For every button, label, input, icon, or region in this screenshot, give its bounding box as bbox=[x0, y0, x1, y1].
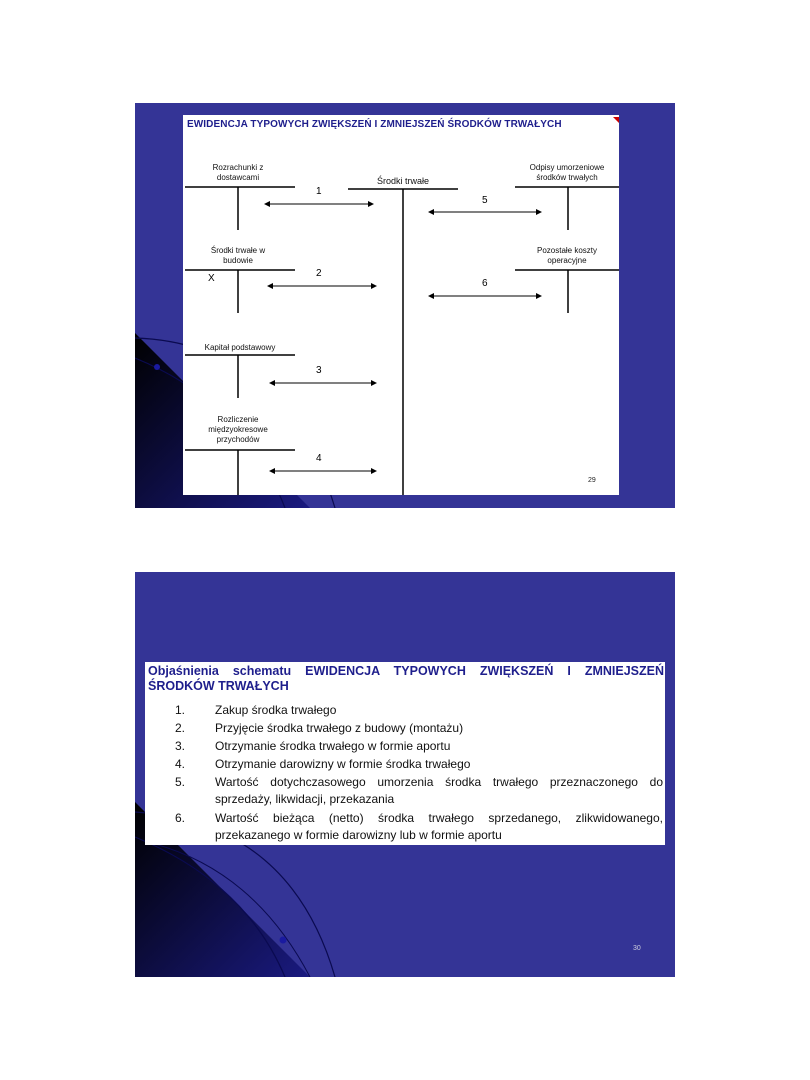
account-label: Rozrachunki z bbox=[212, 163, 264, 172]
slide-30 bbox=[135, 572, 675, 977]
account-label: Środki trwałe bbox=[376, 176, 430, 186]
account-kapital-podstawowy bbox=[185, 343, 295, 353]
arrow-number-3: 3 bbox=[316, 365, 322, 376]
account-label: dostawcami bbox=[216, 173, 260, 182]
arrow-number-4: 4 bbox=[316, 453, 322, 464]
item-number: 6. bbox=[175, 811, 186, 825]
page-number: 29 bbox=[588, 477, 596, 484]
account-label: Rozliczenie bbox=[217, 415, 259, 424]
account-label: budowie bbox=[223, 256, 253, 265]
account-odpisy-umorzeniowe bbox=[515, 163, 619, 183]
arrow-number-1: 1 bbox=[316, 186, 322, 197]
diagram-panel bbox=[183, 115, 619, 495]
account-rozliczenie-miedzyokresowe bbox=[188, 415, 288, 445]
item-text: Wartość bieżąca (netto) środka trwałego sprzedanego, zlikwidowanego, przekazanego w formie darowizny lub w formie aportu bbox=[215, 811, 663, 842]
account-label: przychodów bbox=[216, 435, 260, 444]
item-text: Wartość dotychczasowego umorzenia środka trwałego przeznaczonego do sprzedaży, likwidacji, przekazania bbox=[215, 775, 663, 806]
explanation-title bbox=[148, 664, 664, 694]
title-line: Objaśnienia schematu EWIDENCJA TYPOWYCH ZWIĘKSZEŃ I ZMNIEJSZEŃ bbox=[148, 664, 664, 678]
x-mark: X bbox=[208, 273, 215, 284]
account-label: Środki trwałe w bbox=[210, 246, 266, 255]
account-label: operacyjne bbox=[547, 256, 587, 265]
item-number: 1. bbox=[175, 703, 186, 717]
item-text: Otrzymanie środka trwałego w formie aportu bbox=[215, 739, 451, 753]
account-label: Odpisy umorzeniowe bbox=[529, 163, 605, 172]
account-label: Pozostałe koszty bbox=[536, 246, 598, 255]
title-line: ŚRODKÓW TRWAŁYCH bbox=[148, 679, 289, 693]
item-text: Zakup środka trwałego bbox=[215, 703, 337, 717]
account-label: Kapitał podstawowy bbox=[204, 343, 276, 352]
explanation-panel bbox=[145, 662, 665, 845]
account-label: środków trwałych bbox=[536, 173, 598, 182]
item-text: Przyjęcie środka trwałego z budowy (montażu) bbox=[215, 721, 464, 735]
slide-title: EWIDENCJA TYPOWYCH ZWIĘKSZEŃ I ZMNIEJSZEŃ ŚRODKÓW TRWAŁYCH bbox=[187, 119, 562, 130]
item-number: 5. bbox=[175, 775, 186, 789]
item-text: Otrzymanie darowizny w formie środka trwałego bbox=[215, 757, 471, 771]
item-number: 2. bbox=[175, 721, 186, 735]
account-srodki-trwale bbox=[351, 176, 455, 186]
account-rozrachunki-z-dostawcami bbox=[188, 163, 288, 183]
arrow-number-2: 2 bbox=[316, 268, 322, 279]
arrow-number-5: 5 bbox=[482, 195, 488, 206]
item-number: 3. bbox=[175, 739, 186, 753]
slide-29 bbox=[135, 103, 675, 508]
page-number: 30 bbox=[633, 945, 641, 952]
account-srodki-trwale-w-budowie bbox=[188, 246, 288, 266]
item-number: 4. bbox=[175, 757, 186, 771]
account-label: międzyokresowe bbox=[208, 425, 268, 434]
account-pozostale-koszty-operacyjne bbox=[515, 246, 619, 266]
arrow-number-6: 6 bbox=[482, 278, 488, 289]
